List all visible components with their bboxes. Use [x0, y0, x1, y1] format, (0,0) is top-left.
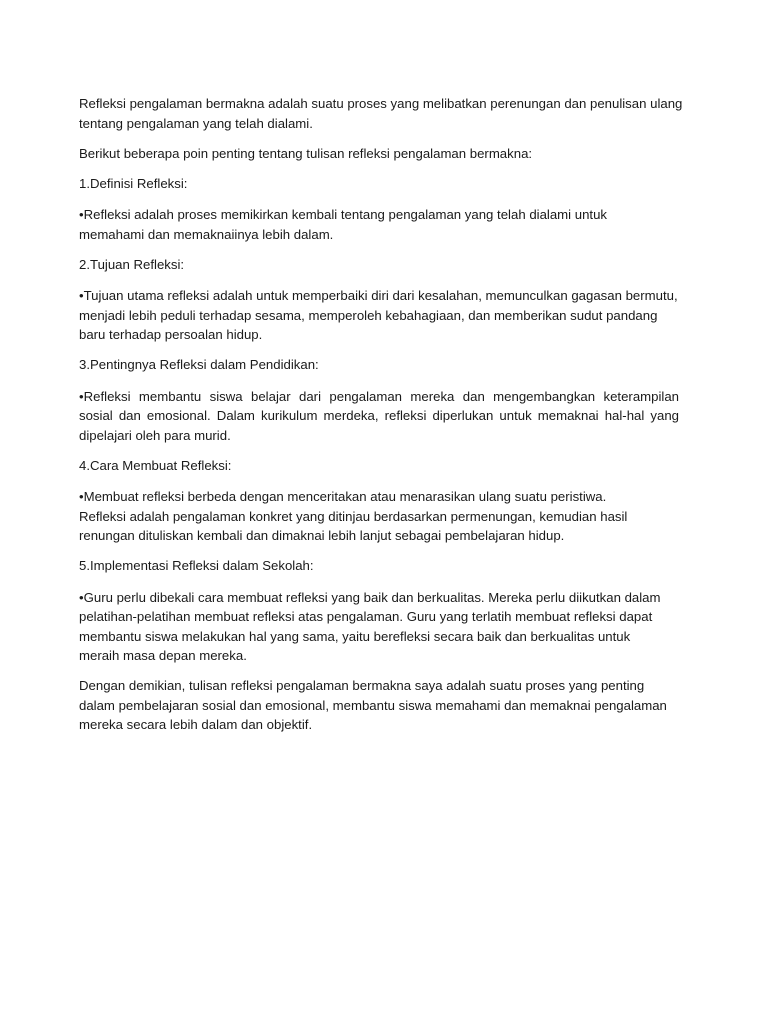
section-3-line-3: dipelajari oleh para murid.: [79, 427, 231, 443]
section-1-heading: [79, 174, 679, 194]
conclusion-line-2: dalam pembelajaran sosial dan emosional, membantu siswa memahami dan memaknai pengalaman: [79, 697, 667, 713]
section-2-heading: [79, 255, 679, 275]
lead-line: Berikut beberapa poin penting tentang tulisan refleksi pengalaman bermakna:: [79, 145, 533, 161]
section-3-paragraph: [79, 387, 679, 446]
section-4-heading: [79, 456, 679, 476]
section-5-line-2: pelatihan-pelatihan membuat refleksi atas pengalaman. Guru yang terlatih membuat refleksi dapat: [79, 609, 653, 624]
document-body: [79, 94, 683, 745]
section-heading: 4.Cara Membuat Refleksi:: [79, 457, 232, 473]
section-1-line-1: •Refleksi adalah proses memikirkan kembali tentang pengalaman yang telah dialami untuk: [79, 207, 608, 222]
section-4-line-3: renungan dituliskan kembali dan dimaknai lebih lanjut sebagai pembelajaran hidup.: [79, 528, 565, 543]
conclusion-line-1: Dengan demikian, tulisan refleksi pengalaman bermakna saya adalah suatu proses yang penting: [79, 678, 645, 693]
section-4-line-1: •Membuat refleksi berbeda dengan menceritakan atau menarasikan ulang suatu peristiwa.: [79, 489, 607, 504]
lead-paragraph: [79, 144, 679, 164]
section-4-line-2: Refleksi adalah pengalaman konkret yang ditinjau berdasarkan permenungan, kemudian hasil: [79, 508, 628, 524]
section-5-line-1: •Guru perlu dibekali cara membuat refleksi yang baik dan berkualitas. Mereka perlu diikutkan dalam: [79, 589, 661, 605]
section-3-line-1: •Refleksi membantu siswa belajar dari pengalaman mereka dan mengembangkan keterampilan: [79, 388, 679, 404]
conclusion-line-3: mereka secara lebih dalam dan objektif.: [79, 717, 313, 732]
section-3-heading: [79, 355, 679, 375]
section-1-line-2: memahami dan memaknaiinya lebih dalam.: [79, 226, 334, 242]
intro-line-1: Refleksi pengalaman bermakna adalah suatu proses yang melibatkan perenungan dan penulisan ulang: [79, 96, 683, 111]
section-2-line-1: •Tujuan utama refleksi adalah untuk memperbaiki diri dari kesalahan, memunculkan gagasan bermutu,: [79, 288, 678, 303]
section-heading: 1.Definisi Refleksi:: [79, 175, 188, 191]
section-4-paragraph: [79, 487, 679, 546]
section-5-line-3: membantu siswa melakukan hal yang sama, yaitu berefleksi secara baik dan berkualitas untuk: [79, 628, 631, 644]
section-2-paragraph: [79, 286, 679, 345]
section-heading: 3.Pentingnya Refleksi dalam Pendidikan:: [79, 357, 319, 372]
section-1-paragraph: [79, 205, 679, 244]
section-heading: 5.Implementasi Refleksi dalam Sekolah:: [79, 558, 314, 573]
section-2-line-2: menjadi lebih peduli terhadap sesama, memperoleh kebahagiaan, dan memberikan sudut pandang: [79, 307, 658, 323]
intro-line-2: tentang pengalaman yang telah dialami.: [79, 115, 313, 131]
section-2-line-3: baru terhadap persoalan hidup.: [79, 327, 263, 342]
section-heading: 2.Tujuan Refleksi:: [79, 256, 185, 272]
intro-paragraph: [79, 94, 683, 133]
section-3-line-2: sosial dan emosional. Dalam kurikulum merdeka, refleksi diperlukan untuk memaknai hal-hal yang: [79, 408, 679, 423]
section-5-line-4: meraih masa depan mereka.: [79, 648, 247, 663]
section-5-paragraph: [79, 588, 679, 666]
section-5-heading: [79, 556, 679, 576]
conclusion-paragraph: [79, 676, 679, 735]
